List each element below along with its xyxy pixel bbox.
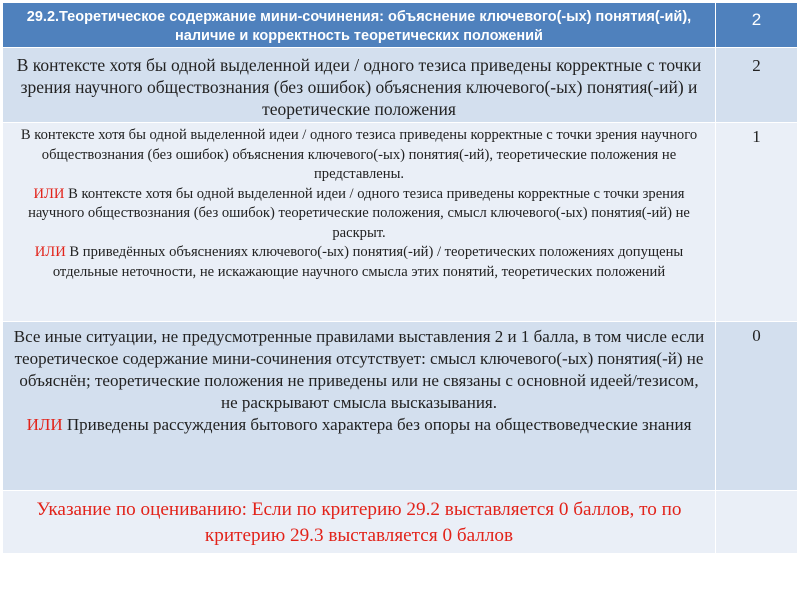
header-criterion-cell xyxy=(3,3,716,48)
grading-note: Указание по оцениванию: Если по критерию 29.2 выставляется 0 баллов, то по критерию 29.3 выставляется 0 баллов xyxy=(36,499,682,546)
score-cell xyxy=(716,48,798,123)
option-3-text: В приведённых объяснениях ключевого(-ых) понятия(-ий) / теоретических положениях допущены отдельные неточности, не искажающие научного смысла этих понятий, теоретических положений xyxy=(52,244,684,280)
or-label: ИЛИ xyxy=(33,185,65,202)
criterion-cell xyxy=(3,322,716,491)
score-value xyxy=(716,491,797,499)
or-label: ИЛИ xyxy=(34,244,66,260)
score-cell xyxy=(716,123,798,322)
criteria-row-2-points xyxy=(3,48,798,123)
criterion-description: В контексте хотя бы одной выделенной идеи / одного тезиса приведены корректные с точки зрения научного обществознания (без ошибок) объяснения ключевого(-ых) понятия(-ий) и теоретические положения xyxy=(16,55,702,119)
criterion-cell xyxy=(3,123,716,322)
empty-score-cell xyxy=(716,491,798,554)
criteria-row-0-points xyxy=(3,322,798,491)
option-2-text: В контексте хотя бы одной выделенной идеи / одного тезиса приведены корректные с точки зрения научного обществознания (без ошибок) теоретические положения, смысл ключевого(-ых) понятия(-ий) не раскрыт. xyxy=(28,185,690,241)
header-score-cell xyxy=(716,3,798,48)
score-value: 0 xyxy=(752,326,761,345)
score-value: 2 xyxy=(752,56,761,75)
score-value: 1 xyxy=(752,127,761,146)
criteria-table xyxy=(2,2,798,554)
criterion-title: 29.2.Теоретическое содержание мини-сочинения: объяснение ключевого(-ых) понятия(-ий), наличие и корректность теоретических положений xyxy=(26,9,692,44)
criteria-row-1-point xyxy=(3,123,798,322)
option-1-text: В контексте хотя бы одной выделенной идеи / одного тезиса приведены корректные с точки зрения научного обществознания (без ошибок) объяснения ключевого(-ых) понятия(-ий), теоретические положения не представлены. xyxy=(20,127,698,182)
grading-note-row xyxy=(3,491,798,554)
or-label: ИЛИ xyxy=(26,415,63,434)
option-1-text: Все иные ситуации, не предусмотренные правилами выставления 2 и 1 балла, в том числе если теоретическое содержание мини-сочинения отсутствует: смысл ключевого(-ых) понятия(-й) не объяснён; теоретические положения не приведены или не связаны с основной идеей/тезисом, не раскрывают смысла высказывания. xyxy=(13,327,705,412)
max-score: 2 xyxy=(751,10,762,29)
criterion-description xyxy=(3,123,715,282)
header-row xyxy=(3,3,798,48)
criterion-description xyxy=(3,322,715,436)
note-cell xyxy=(3,491,716,554)
score-cell xyxy=(716,322,798,491)
criterion-cell xyxy=(3,48,716,123)
option-2-text: Приведены рассуждения бытового характера без опоры на обществоведческие знания xyxy=(66,415,692,434)
